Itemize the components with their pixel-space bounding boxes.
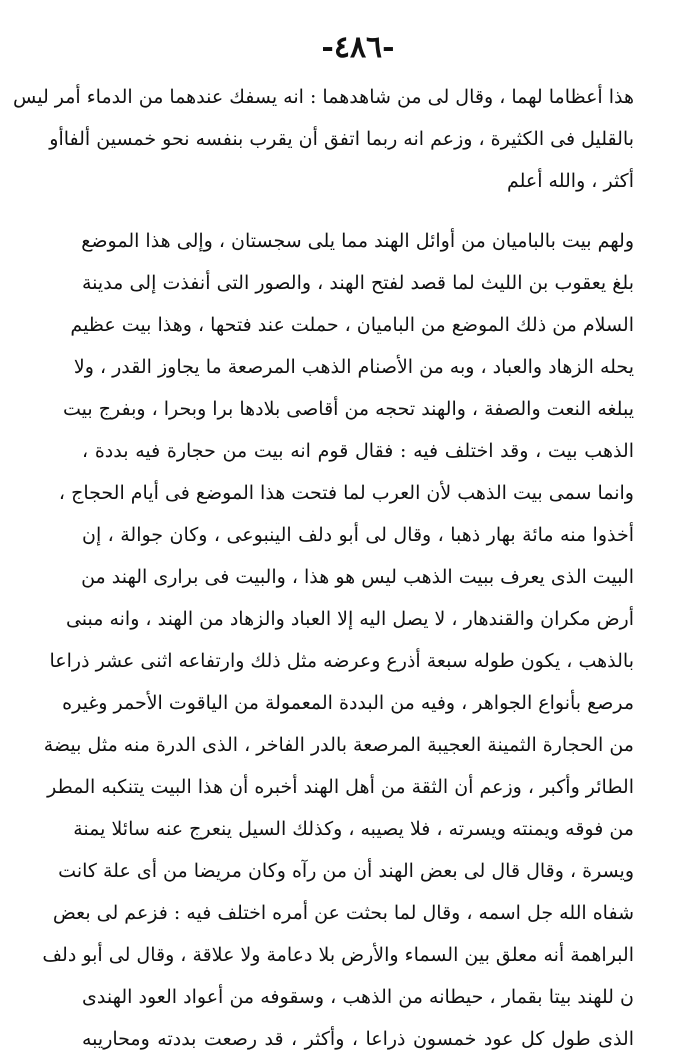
text-line: البيت الذى يعرف ببيت الذهب ليس هو هذا ، والبيت فى برارى الهند من — [81, 566, 634, 588]
page-number: -٤٨٦- — [321, 30, 395, 65]
text-line: مرصع بأنواع الجواهر ، وفيه من البددة المعمولة من الياقوت الأحمر وغيره — [62, 692, 634, 714]
paragraph-gap — [82, 202, 634, 220]
text-line: ولهم بيت بالباميان من أوائل الهند مما يلى سجستان ، وإلى هذا الموضع — [81, 230, 634, 252]
text-line: الذهب بيت ، وقد اختلف فيه : فقال قوم انه بيت من حجارة فيه بددة ، — [82, 440, 634, 462]
text-line: بالقليل فى الكثيرة ، وزعم انه ربما اتفق أن يقرب بنفسه نحو خمسين ألفاأو — [49, 128, 634, 150]
paragraph-2 — [42, 220, 634, 1060]
text-line: الطائر وأكبر ، وزعم أن الثقة من أهل الهند أخبره أن هذا البيت يتنكبه المطر — [47, 776, 634, 798]
text-line: يحله الزهاد والعباد ، وبه من الأصنام الذهب المرصعة ما يجاوز القدر ، ولا — [73, 356, 634, 378]
text-line: من فوقه ويمنته ويسرته ، فلا يصيبه ، وكذلك السيل ينعرج عنه سائلا يمنة — [73, 818, 634, 840]
text-line: بلغ يعقوب بن الليث لما قصد لفتح الهند ، والصور التى أنفذت إلى مدينة — [82, 272, 634, 294]
paragraph-1 — [12, 76, 634, 202]
text-line: أخذوا منه مائة بهار ذهبا ، وقال لى أبو دلف الينبوعى ، وكان جوالة ، إن — [82, 524, 634, 546]
text-line: أرض مكران والقندهار ، لا يصل اليه إلا العباد والزهاد من الهند ، وانه مبنى — [65, 608, 634, 630]
text-line: ويسرة ، وقال قال لى بعض الهند أن من رآه وكان مريضا من أى علة كانت — [58, 860, 634, 882]
text-line: البراهمة أنه معلق بين السماء والأرض بلا دعامة ولا علاقة ، وقال لى أبو دلف — [42, 944, 634, 966]
text-line: شفاه الله جل اسمه ، وقال لما بحثت عن أمره اختلف فيه : فزعم لى بعض — [52, 902, 634, 924]
text-line: ن للهند بيتا بقمار ، حيطانه من الذهب ، وسقوفه من أعواد العود الهندى — [82, 986, 634, 1008]
text-line: أكثر ، والله أعلم — [506, 170, 634, 192]
text-line: بالذهب ، يكون طوله سبعة أذرع وعرضه مثل ذلك وارتفاعه اثنى عشر ذراعا — [49, 650, 634, 672]
text-line: وانما سمى بيت الذهب لأن العرب لما فتحت هذا الموضع فى أيام الحجاج ، — [58, 482, 634, 504]
text-line: السلام من ذلك الموضع من الباميان ، حملت عند فتحها ، وهذا بيت عظيم — [70, 314, 634, 336]
text-line: هذا أعظاما لهما ، وقال لى من شاهدهما : انه يسفك عندهما من الدماء أمر ليس — [12, 86, 634, 108]
text-line: يبلغه النعت والصفة ، والهند تحجه من أقاصى بلادها برا وبحرا ، وبفرج بيت — [63, 398, 634, 420]
text-line: الذى طول كل عود خمسون ذراعا ، وأكثر ، قد رصعت بددته ومحاريبه — [82, 1028, 634, 1050]
text-line: من الحجارة الثمينة العجيبة المرصعة بالدر الفاخر ، الذى الدرة منه مثل بيضة — [43, 734, 634, 756]
